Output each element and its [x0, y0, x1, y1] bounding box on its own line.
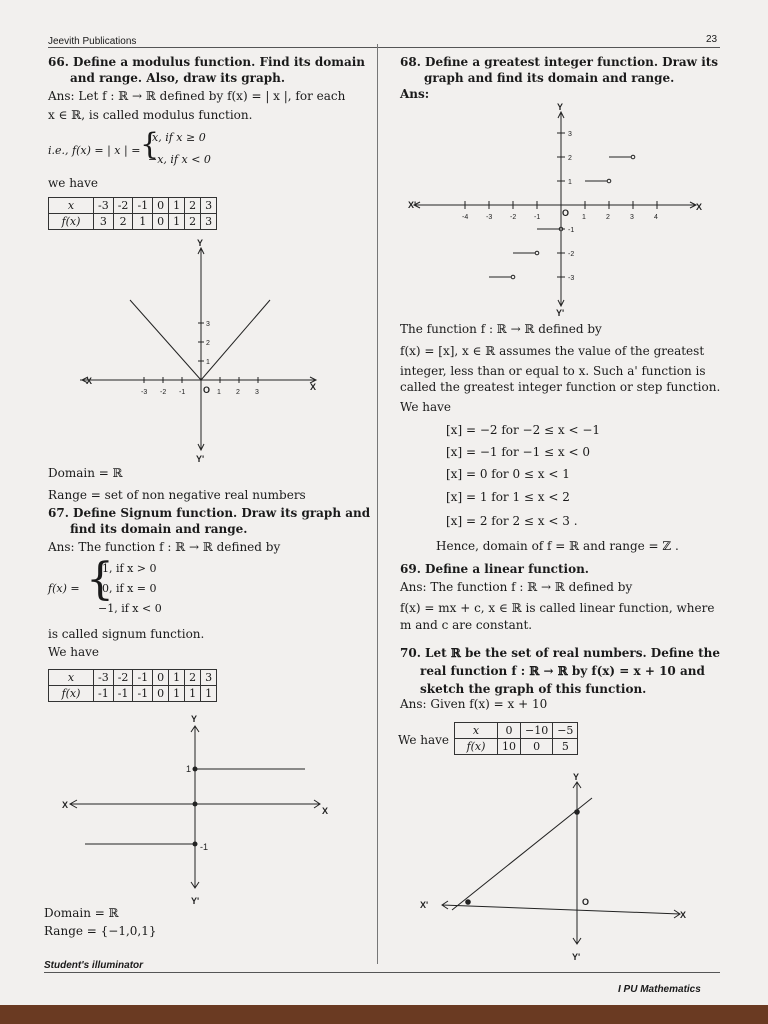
x-axis	[442, 905, 680, 914]
x-tick-label: -1	[534, 214, 541, 221]
table-cell: 2	[185, 198, 201, 214]
y-tick-label: 2	[568, 155, 572, 162]
x-intercept-point	[465, 899, 471, 905]
page-number: 23	[706, 34, 718, 45]
footer-right: I PU Mathematics	[618, 984, 701, 995]
x-neg-axis-label: X'	[408, 200, 417, 210]
table-cell: 0	[153, 198, 169, 214]
table-cell: 3	[201, 198, 217, 214]
table-cell: -2	[113, 670, 133, 686]
table-cell: 1	[185, 686, 201, 702]
y-tick-label: 1	[568, 179, 572, 186]
q68-case-line: [x] = −2 for −2 ≤ x < −1	[446, 423, 601, 437]
q70-title-line3: sketch the graph of this function.	[420, 682, 647, 696]
origin-label: O	[562, 208, 570, 218]
y-axis-label: Y	[191, 714, 198, 724]
table-cell: 2	[113, 214, 133, 230]
y-intercept-point	[574, 809, 580, 815]
table-row	[455, 723, 578, 739]
table-cell: -2	[113, 198, 133, 214]
publisher-header: Jeevith Publications	[48, 36, 137, 47]
y-tick-label: -1	[200, 842, 209, 852]
y-neg-axis-label: Y'	[191, 896, 200, 906]
x-tick-label: -2	[510, 214, 517, 221]
table-cell: 0	[153, 670, 169, 686]
table-cell: 2	[185, 214, 201, 230]
x-axis-label: X	[680, 910, 687, 920]
signum-positive-point	[193, 767, 198, 772]
step-graph	[400, 100, 710, 320]
table-row	[49, 214, 217, 230]
q69-answer-line1: Ans: The function f : ℝ → ℝ defined by	[400, 580, 633, 594]
table-cell: 2	[185, 670, 201, 686]
table-cell: -3	[94, 670, 114, 686]
y-neg-axis-label: Y'	[556, 308, 565, 318]
y-tick-label: -3	[568, 275, 575, 282]
q66-brace: {	[140, 127, 160, 162]
q67-value-table	[48, 669, 217, 702]
q68-case-line: [x] = 0 for 0 ≤ x < 1	[446, 467, 570, 481]
q66-domain: Domain = ℝ	[48, 466, 123, 480]
table-cell: x	[49, 198, 94, 214]
q67-title-line1: 67. Define Signum function. Draw its graph and	[48, 506, 371, 520]
table-cell: 10	[498, 739, 521, 755]
q67-case3: −1, if x < 0	[98, 602, 162, 615]
q66-range: Range = set of non negative real numbers	[48, 488, 306, 502]
q67-answer-line1: Ans: The function f : ℝ → ℝ defined by	[48, 540, 281, 554]
table-cell: 1	[133, 214, 153, 230]
q67-fx: f(x) =	[48, 582, 80, 595]
q68-ans-label: Ans:	[400, 87, 430, 101]
table-cell: -1	[133, 198, 153, 214]
table-row	[455, 739, 578, 755]
signum-negative-point	[193, 842, 198, 847]
table-cell: 1	[169, 198, 185, 214]
table-cell: 3	[201, 214, 217, 230]
q68-hence: Hence, domain of f = ℝ and range = ℤ .	[436, 539, 679, 553]
x-tick-label: -2	[160, 389, 167, 396]
y-tick-label: -2	[568, 251, 575, 258]
table-cell: 1	[201, 686, 217, 702]
q70-we-have: We have	[398, 733, 450, 747]
x-tick-label: 3	[630, 214, 634, 221]
signum-graph	[60, 712, 340, 907]
x-neg-axis-label: X'	[420, 900, 429, 910]
q69-answer-line2: f(x) = mx + c, x ∈ ℝ is called linear function, where	[400, 601, 715, 615]
header-rule	[48, 47, 720, 48]
y-axis-label: Y	[573, 772, 580, 782]
modulus-left-branch	[130, 300, 201, 380]
origin-label: O	[203, 385, 211, 395]
y-axis-label: Y	[197, 238, 204, 248]
q67-range: Range = {−1,0,1}	[44, 924, 157, 938]
linear-graph	[418, 770, 700, 965]
y-axis-label: Y	[557, 102, 564, 112]
y-tick-label: 3	[206, 321, 210, 328]
table-cell: x	[455, 723, 498, 739]
q67-brace: {	[86, 554, 114, 605]
y-tick-label: -1	[568, 227, 575, 234]
q69-answer-line3: m and c are constant.	[400, 618, 533, 632]
table-cell: 0	[153, 214, 169, 230]
x-tick-label: 2	[236, 389, 240, 396]
q66-answer-line2: x ∈ ℝ, is called modulus function.	[48, 108, 253, 122]
q68-case-line: [x] = 2 for 2 ≤ x < 3 .	[446, 514, 578, 528]
table-cell: -1	[133, 670, 153, 686]
table-cell: f(x)	[49, 214, 94, 230]
table-cell: f(x)	[455, 739, 498, 755]
q68-case-line: [x] = 1 for 1 ≤ x < 2	[446, 490, 570, 504]
table-row	[49, 670, 217, 686]
q67-case1: 1, if x > 0	[102, 562, 157, 575]
table-cell: 3	[94, 214, 114, 230]
table-cell: 0	[498, 723, 521, 739]
q70-value-table	[454, 722, 578, 755]
table-cell: 0	[521, 739, 553, 755]
x-tick-label: 3	[255, 389, 259, 396]
table-cell: 1	[169, 670, 185, 686]
q66-value-table	[48, 197, 217, 230]
y-tick-label: 3	[568, 131, 572, 138]
q69-title: 69. Define a linear function.	[400, 562, 589, 576]
x-tick-label: -1	[179, 389, 186, 396]
q66-answer-line1: Ans: Let f : ℝ → ℝ defined by f(x) = | x |, for each	[48, 89, 346, 103]
q67-title-line2: find its domain and range.	[70, 522, 248, 536]
step-ticks	[462, 131, 658, 282]
q66-title-line1: 66. Define a modulus function. Find its domain	[48, 55, 366, 69]
table-cell: -3	[94, 198, 114, 214]
q68-para-line3: integer, less than or equal to x. Such a' function is	[400, 364, 706, 378]
q66-case1: x, if x ≥ 0	[152, 131, 206, 144]
column-divider	[377, 44, 378, 964]
footer-rule	[44, 972, 720, 973]
table-cell: −10	[521, 723, 553, 739]
modulus-graph	[80, 240, 340, 465]
x-tick-label: -3	[141, 389, 148, 396]
q70-title-line1: 70. Let ℝ be the set of real numbers. Define the	[400, 646, 721, 660]
table-cell: -1	[133, 686, 153, 702]
q67-domain: Domain = ℝ	[44, 906, 119, 920]
y-tick-label: 1	[206, 359, 210, 366]
x-tick-label: -3	[486, 214, 493, 221]
q70-title-line2: real function f : ℝ → ℝ by f(x) = x + 10 and	[420, 664, 705, 678]
modulus-right-branch	[201, 300, 270, 380]
q68-case-line: [x] = −1 for −1 ≤ x < 0	[446, 445, 590, 459]
q70-answer: Ans: Given f(x) = x + 10	[400, 697, 548, 711]
table-cell: -1	[94, 686, 114, 702]
step-open-end	[535, 251, 539, 255]
table-cell: x	[49, 670, 94, 686]
x-tick-label: 1	[217, 389, 221, 396]
table-cell: 0	[153, 686, 169, 702]
y-neg-axis-label: Y'	[196, 454, 205, 464]
q67-case2: 0, if x = 0	[102, 582, 157, 595]
table-row	[49, 198, 217, 214]
q68-para-line1: The function f : ℝ → ℝ defined by	[400, 322, 602, 336]
q68-title-line2: graph and find its domain and range.	[424, 71, 675, 85]
table-row	[49, 686, 217, 702]
step-open-end	[631, 155, 635, 159]
x-neg-axis-label: X	[62, 800, 69, 810]
linear-function-line	[452, 798, 592, 910]
q68-para-line2: f(x) = [x], x ∈ ℝ assumes the value of the greatest	[400, 344, 705, 358]
x-axis-label: X	[322, 806, 329, 816]
q68-title-line1: 68. Define a greatest integer function. Draw its	[400, 55, 719, 69]
table-cell: f(x)	[49, 686, 94, 702]
q66-we-have: we have	[48, 176, 98, 190]
x-tick-label: 2	[606, 214, 610, 221]
x-axis-label: X	[696, 202, 703, 212]
table-cell: 3	[201, 670, 217, 686]
q68-we-have: We have	[400, 400, 452, 414]
x-tick-label: 1	[582, 214, 586, 221]
step-open-end	[607, 179, 611, 183]
step-open-end	[511, 275, 515, 279]
table-cell: -1	[113, 686, 133, 702]
table-cell: 1	[169, 214, 185, 230]
signum-origin-point	[193, 802, 198, 807]
q68-para-line4: called the greatest integer function or step function.	[400, 380, 721, 394]
y-tick-label: 1	[186, 764, 192, 774]
q67-we-have: We have	[48, 645, 100, 659]
table-cell: 5	[553, 739, 578, 755]
q67-is-called: is called signum function.	[48, 627, 205, 641]
origin-label: O	[582, 897, 590, 907]
q66-case2: −x, if x < 0	[148, 153, 211, 166]
table-cell: 1	[169, 686, 185, 702]
table-cell: −5	[553, 723, 578, 739]
footer-left: Student's illuminator	[44, 960, 144, 971]
x-axis-label: X	[310, 382, 317, 392]
y-tick-label: 2	[206, 340, 210, 347]
x-neg-axis-label: X	[86, 376, 93, 386]
q66-ie-expression: i.e., f(x) = | x | =	[48, 144, 141, 157]
x-tick-label: -4	[462, 214, 469, 221]
y-neg-axis-label: Y'	[572, 952, 581, 962]
q66-title-line2: and range. Also, draw its graph.	[70, 71, 286, 85]
x-tick-label: 4	[654, 214, 658, 221]
